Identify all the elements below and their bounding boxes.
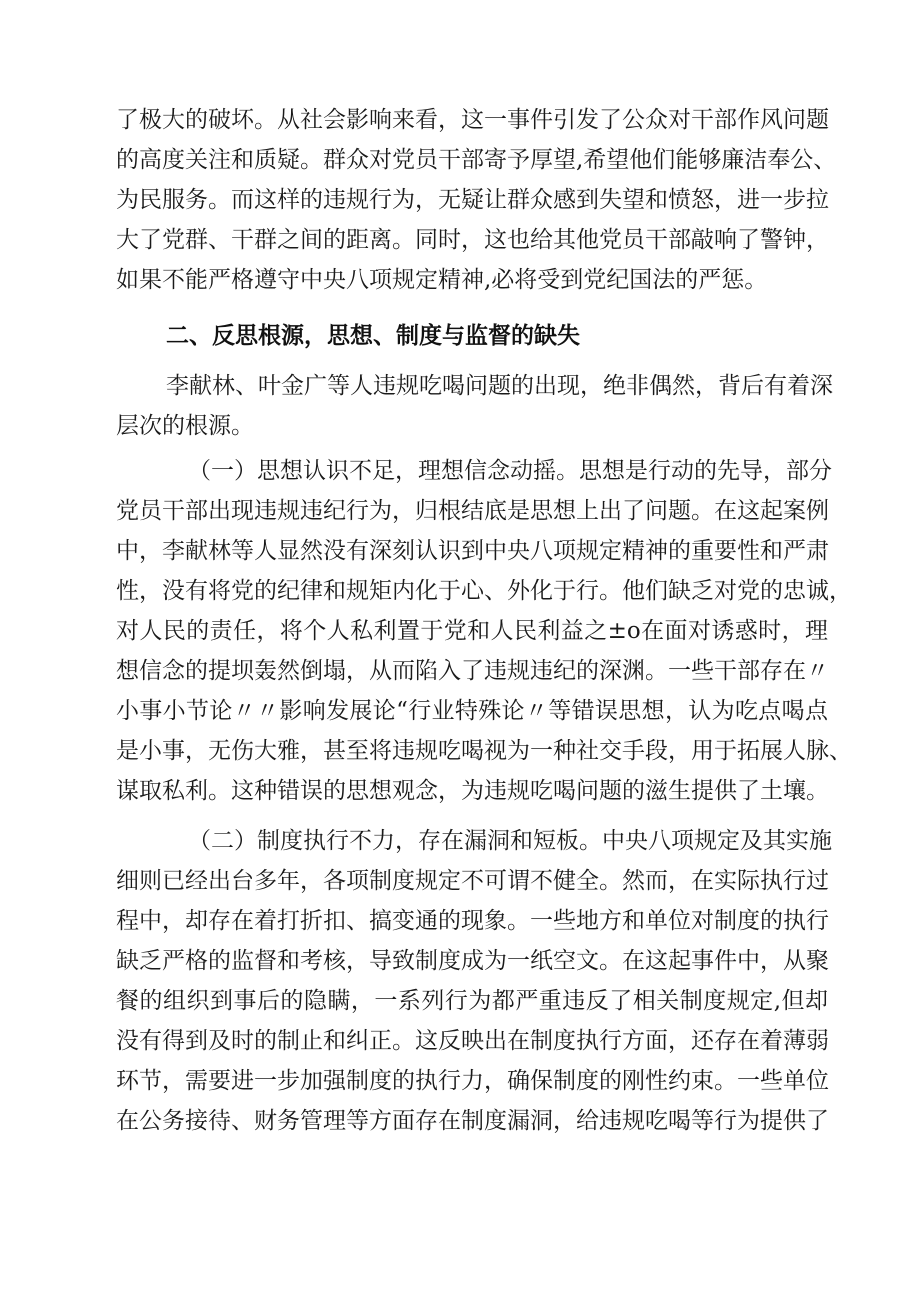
text-line: 大了党群、干群之间的距离。同时，这也给其他党员干部敲响了警钟， <box>116 227 829 253</box>
text-line: 环节，需要进一步加强制度的执行力，确保制度的刚性约束。一些单位 <box>116 1068 829 1094</box>
text-line: 小事小节论〃〃影响发展论“行业特殊论〃等错误思想，认为吃点喝点 <box>116 698 828 724</box>
section-heading: 二、反思根源，思想、制度与监督的缺失 <box>166 323 580 349</box>
text-line: 是小事，无伤大雅，甚至将违规吃喝视为一种社交手段，用于拓展人脉、 <box>116 738 852 764</box>
text-line: 在公务接待、财务管理等方面存在制度漏洞，给违规吃喝等行为提供了 <box>116 1108 829 1134</box>
text-line: 中，李献林等人显然没有深刻认识到中央八项规定精神的重要性和严肃 <box>116 538 829 564</box>
text-line: 想信念的提坝轰然倒塌，从而陷入了违规违纪的深渊。一些干部存在〃 <box>116 658 829 684</box>
text-line: 层次的根源。 <box>116 413 254 439</box>
text-line: 谋取私利。这种错误的思想观念，为违规吃喝问题的滋生提供了土壤。 <box>116 778 829 804</box>
text-line: 党员干部出现违规违纪行为，归根结底是思想上出了问题。在这起案例 <box>116 498 829 524</box>
text-line: 的高度关注和质疑。群众对党员干部寄予厚望,希望他们能够廉洁奉公、 <box>116 147 837 173</box>
text-line: （一）思想认识不足，理想信念动摇。思想是行动的先导，部分 <box>188 458 832 484</box>
text-line: 缺乏严格的监督和考核，导致制度成为一纸空文。在这起事件中，从聚 <box>116 948 829 974</box>
text-line: 性，没有将党的纪律和规矩内化于心、外化于行。他们缺乏对党的忠诚， <box>116 578 852 604</box>
text-line: 没有得到及时的制止和纠正。这反映出在制度执行方面，还存在着薄弱 <box>116 1028 829 1054</box>
text-line: 程中，却存在着打折扣、搞变通的现象。一些地方和单位对制度的执行 <box>116 908 829 934</box>
text-line: 细则已经出台多年，各项制度规定不可谓不健全。然而，在实际执行过 <box>116 868 829 894</box>
text-line: 餐的组织到事后的隐瞒，一系列行为都严重违反了相关制度规定,但却 <box>116 988 828 1014</box>
text-line: （二）制度执行不力，存在漏洞和短板。中央八项规定及其实施 <box>188 828 832 854</box>
text-line: 了极大的破坏。从社会影响来看，这一事件引发了公众对干部作风问题 <box>116 107 829 133</box>
text-line: 为民服务。而这样的违规行为，无疑让群众感到失望和愤怒，进一步拉 <box>116 187 829 213</box>
text-line: 如果不能严格遵守中央八项规定精神,必将受到党纪国法的严惩。 <box>116 267 768 293</box>
text-line: 对人民的责任，将个人私利置于党和人民利益之±o在面对诱惑时，理 <box>116 618 828 644</box>
text-line: 李献林、叶金广等人违规吃喝问题的出现，绝非偶然，背后有着深 <box>166 373 833 399</box>
